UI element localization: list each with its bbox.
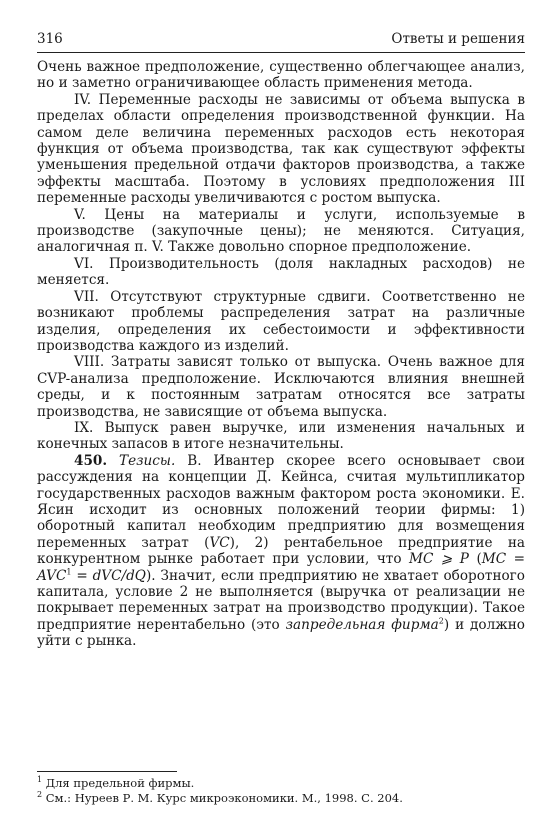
footnote-2	[37, 791, 525, 806]
answer-text-4: ). Значит, если предприятию не хватает оборотного капитала, условие 2 не выполняется (выручка от реализации не покрывает переменных затрат на производство продукции). Такое предприятие нерентабельно (это	[37, 567, 525, 633]
formula-condition: MC ⩾ P	[409, 551, 469, 568]
paragraph-assumption-v: V. Цены на материалы и услуги, используемые в производстве (закупочные цены); не меняются. Ситуация, аналогичная п. V. Также довольно спорное предположение.	[37, 206, 525, 256]
footnote-1-text: Для предельной фирмы.	[42, 776, 195, 790]
footnote-ref-1[interactable]: 1	[66, 567, 72, 577]
term-marginal-firm: запредельная фирма	[285, 616, 439, 633]
header-rule	[37, 52, 525, 53]
paragraph-assumption-ix: IX. Выпуск равен выручке, или изменения начальных и конечных запасов в итоге незначительны.	[37, 419, 525, 453]
paragraph-answer-450	[37, 453, 525, 650]
formula-mc-avc: MC = AVC	[37, 551, 526, 584]
body-text	[37, 59, 525, 650]
footnote-2-rest: Курс микроэкономики. М., 1998. С. 204.	[153, 791, 403, 805]
footnote-1-mark: 1	[37, 775, 43, 785]
answer-text-2: ), 2) рентабельное предприятие на конкурентном рынке работает при условии, что	[37, 534, 525, 568]
footnote-rule	[37, 771, 177, 772]
paragraph-assumption-viii: VIII. Затраты зависят только от выпуска. Очень важное для CVP-анализа предположение. Исключаются влияния внешней среды, и к постоянным затратам относятся все затраты производства, не зависящие от объема выпуска.	[37, 354, 525, 420]
formula-derivative: = dVC/dQ	[71, 567, 146, 584]
answer-text-5: ) и должно уйти с рынка.	[37, 616, 525, 650]
answer-number: 450.	[74, 452, 108, 469]
formula-vc: VC	[209, 534, 230, 551]
answer-text-3: (	[468, 551, 482, 568]
running-header	[37, 31, 525, 48]
footnotes	[37, 776, 525, 806]
footnote-2-mark: 2	[37, 790, 43, 800]
paragraph-assumption-vi: VI. Производительность (доля накладных расходов) не меняется.	[37, 255, 525, 289]
footnote-1	[37, 776, 525, 791]
paragraph-continuation: Очень важное предположение, существенно облегчающее анализ, но и заметно ограничивающее область применения метода.	[37, 59, 525, 92]
running-title: Ответы и решения	[391, 31, 525, 47]
footnote-ref-2[interactable]: 2	[438, 616, 444, 626]
paragraph-assumption-vii: VII. Отсутствуют структурные сдвиги. Соответственно не возникают проблемы распределения затрат на различные изделия, определения их себестоимости и эффективности производства каждого из изделий.	[37, 288, 525, 354]
answer-label: Тезисы.	[119, 452, 176, 469]
footnote-2-author: Нуреев Р. М.	[74, 791, 154, 805]
answer-text-1: В. Ивантер скорее всего основывает свои рассуждения на концепции Д. Кейнса, считая мультипликатор государственных расходов важным фактором роста экономики. Е. Ясин исходит из основных положений теории фирмы: 1) оборотный капитал необходим предприятию для возмещения переменных затрат (	[37, 452, 525, 551]
page-number: 316	[37, 31, 63, 47]
footnote-2-prefix: См.:	[42, 791, 75, 805]
paragraph-assumption-iv: IV. Переменные расходы не зависимы от объема выпуска в пределах области определения производственной функции. На самом деле величина переменных расходов есть некоторая функция от объема производства, так как существуют эффекты уменьшения предельной отдачи факторов производства, а также эффекты масштаба. Поэтому в условиях предположения III переменные расходы увеличиваются с ростом выпуска.	[37, 91, 525, 207]
